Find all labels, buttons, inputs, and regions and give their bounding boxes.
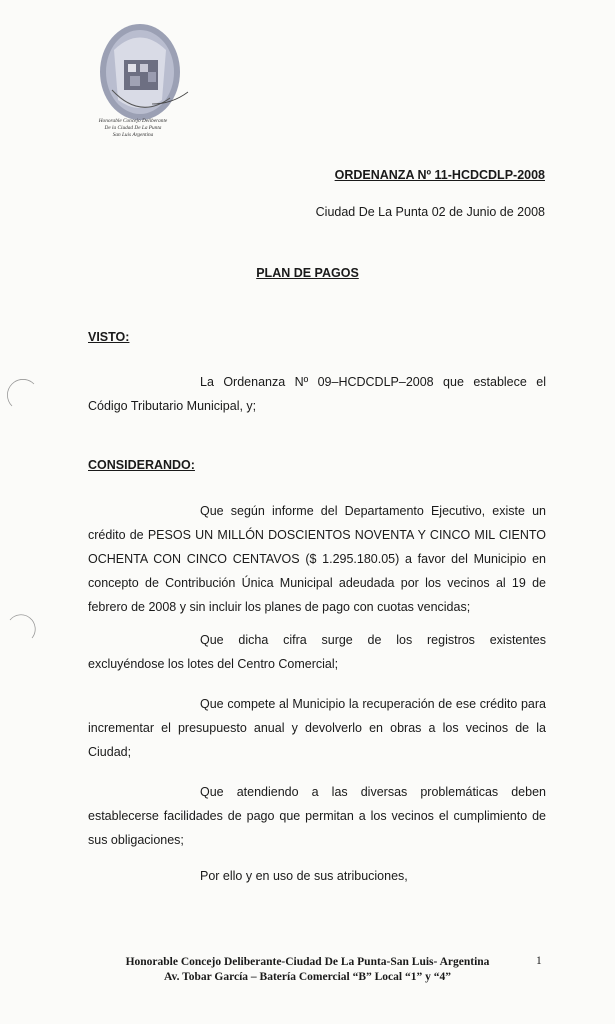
seal-caption-line: San Luis Argentina: [112, 132, 154, 138]
punch-hole-mark: [4, 378, 40, 414]
punch-hole-mark: [4, 610, 40, 646]
ordinance-number: ORDENANZA Nº 11-HCDCDLP-2008: [334, 168, 545, 182]
considerando-paragraph: Que dicha cifra surge de los registros existentes excluyéndose los lotes del Centro Comercial;: [88, 633, 546, 671]
considerando-paragraph: Que según informe del Departamento Ejecutivo, existe un crédito de PESOS UN MILLÓN DOSCIENTOS NOVENTA Y CINCO MIL CIENTO OCHENTA CON CINCO CENTAVOS ($ 1.295.180.05) a favor del Municipio en concepto de Contribución Única Municipal adeudada por los vecinos al 19 de febrero de 2008 y sin incluir los planes de pago con cuotas vencidas;: [88, 504, 546, 614]
seal-caption: [88, 118, 178, 139]
page-number: 1: [536, 955, 542, 967]
document-title: PLAN DE PAGOS: [256, 266, 359, 280]
council-seal-logo: [92, 20, 202, 130]
considerando-paragraph: Que atendiendo a las diversas problemáticas deben establecerse facilidades de pago que permitan a los vecinos el cumplimiento de sus obligaciones;: [88, 785, 546, 847]
footer-line: Honorable Concejo Deliberante-Ciudad De La Punta-San Luis- Argentina: [125, 956, 490, 968]
considerando-paragraph: Que compete al Municipio la recuperación de ese crédito para incrementar el presupuesto anual y devolverlo en obras a los vecinos de la Ciudad;: [88, 697, 546, 759]
visto-heading: VISTO:: [88, 330, 130, 344]
visto-paragraph: La Ordenanza Nº 09–HCDCDLP–2008 que establece el Código Tributario Municipal, y;: [88, 375, 546, 413]
seal-caption-line: Honorable Concejo Deliberante: [98, 118, 168, 124]
considerando-heading: CONSIDERANDO:: [88, 458, 195, 472]
date-line: Ciudad De La Punta 02 de Junio de 2008: [315, 205, 545, 219]
considerando-paragraph: Por ello y en uso de sus atribuciones,: [200, 869, 408, 883]
seal-caption-line: De la Ciudad De La Punta: [104, 125, 162, 131]
footer: [0, 955, 615, 985]
footer-line: Av. Tobar García – Batería Comercial “B” Local “1” y “4”: [164, 971, 451, 983]
